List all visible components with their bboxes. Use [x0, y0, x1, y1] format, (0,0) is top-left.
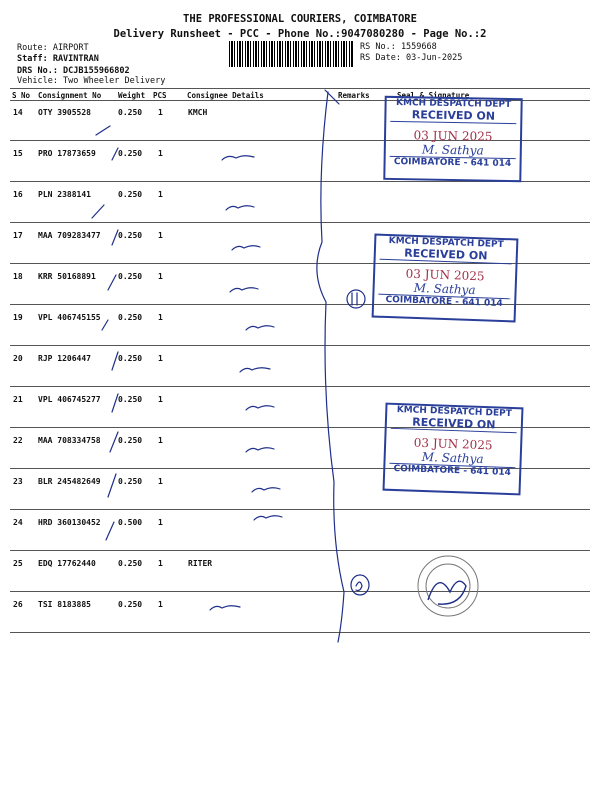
row-pcs: 1: [158, 600, 163, 609]
row-weight: 0.250: [118, 272, 143, 281]
row-pcs: 1: [158, 436, 163, 445]
row-weight: 0.250: [118, 313, 143, 322]
row-sno: 24: [13, 518, 23, 527]
row-weight: 0.250: [118, 559, 143, 568]
row-consignment: BLR 245482649: [38, 477, 101, 486]
row-pcs: 1: [158, 149, 163, 158]
row-consignment: MAA 709283477: [38, 231, 101, 240]
row-consignment: PRO 17873659: [38, 149, 96, 158]
row-sno: 23: [13, 477, 23, 486]
stamp-line3: COIMBATORE - 641 014: [389, 463, 515, 478]
stamp-line3: COIMBATORE - 641 014: [378, 294, 510, 310]
stamp-date: 03 JUN 2025: [413, 128, 493, 144]
row-weight: 0.250: [118, 477, 143, 486]
row-weight: 0.250: [118, 395, 143, 404]
col-remarks: Remarks: [338, 91, 370, 100]
row-sno: 21: [13, 395, 23, 404]
stamp-line1: KMCH DESPATCH DEPT: [396, 405, 512, 420]
row-pcs: 1: [158, 354, 163, 363]
row-consignment: HRD 360130452: [38, 518, 101, 527]
stamp-signature: M. Sathya: [421, 142, 484, 158]
row-sno: 16: [13, 190, 23, 199]
row-pcs: 1: [158, 395, 163, 404]
rs-date: RS Date: 03-Jun-2025: [360, 53, 463, 63]
row-pcs: 1: [158, 313, 163, 322]
row-consignee: RITER: [188, 559, 213, 568]
row-consignment: VPL 406745277: [38, 395, 101, 404]
row-pcs: 1: [158, 272, 163, 281]
vehicle-label: Vehicle: Two Wheeler Delivery: [17, 76, 166, 86]
row-sno: 25: [13, 559, 23, 568]
row-sno: 26: [13, 600, 23, 609]
row-consignment: VPL 406745155: [38, 313, 101, 322]
row-weight: 0.250: [118, 231, 143, 240]
row-weight: 0.250: [118, 108, 143, 117]
rs-number: RS No.: 1559668: [360, 42, 437, 52]
row-sno: 19: [13, 313, 23, 322]
stamp-date: 03 JUN 2025: [413, 435, 493, 453]
route-label: Route: AIRPORT: [17, 43, 89, 53]
row-consignment: OTY 3905528: [38, 108, 91, 117]
stamp-signature: M. Sathya: [413, 280, 476, 298]
stamp-line2: RECEIVED ON: [391, 415, 517, 433]
row-sno: 14: [13, 108, 23, 117]
stamp-line1: KMCH DESPATCH DEPT: [388, 236, 504, 251]
row-consignment: MAA 708334758: [38, 436, 101, 445]
runsheet-title: THE PROFESSIONAL COURIERS, COIMBATORE: [183, 13, 417, 25]
row-consignment: RJP 1206447: [38, 354, 91, 363]
runsheet-subtitle: Delivery Runsheet - PCC - Phone No.:9047080280 - Page No.:2: [113, 28, 487, 40]
staff-label: Staff: RAVINTRAN: [17, 54, 99, 64]
stamp-signature: M. Sathya: [421, 449, 484, 467]
row-sno: 18: [13, 272, 23, 281]
row-weight: 0.250: [118, 600, 143, 609]
stamp-date: 03 JUN 2025: [405, 266, 485, 284]
row-pcs: 1: [158, 231, 163, 240]
row-consignment: KRR 50168891: [38, 272, 96, 281]
col-pcs: PCS: [153, 91, 167, 100]
col-seal: Seal & Signature: [397, 91, 470, 100]
col-consignment: Consignment No: [38, 91, 102, 100]
stamp-line2: RECEIVED ON: [390, 108, 516, 124]
stamp-line2: RECEIVED ON: [380, 246, 512, 265]
stamp-line3: COIMBATORE - 641 014: [390, 156, 516, 169]
row-sno: 22: [13, 436, 23, 445]
row-consignment: TSI 8183885: [38, 600, 91, 609]
row-pcs: 1: [158, 518, 163, 527]
col-sno: S No: [12, 91, 31, 100]
row-pcs: 1: [158, 477, 163, 486]
row-pcs: 1: [158, 190, 163, 199]
row-weight: 0.250: [118, 149, 143, 158]
row-weight: 0.250: [118, 190, 143, 199]
col-weight: Weight: [118, 91, 146, 100]
stamp-line1: KMCH DESPATCH DEPT: [395, 98, 512, 111]
row-consignment: EDQ 17762440: [38, 559, 96, 568]
row-sno: 17: [13, 231, 23, 240]
row-pcs: 1: [158, 559, 163, 568]
row-pcs: 1: [158, 108, 163, 117]
row-sno: 20: [13, 354, 23, 363]
row-weight: 0.250: [118, 436, 143, 445]
row-sno: 15: [13, 149, 23, 158]
drs-number: DRS No.: DCJB155966802: [17, 66, 130, 76]
row-weight: 0.250: [118, 354, 143, 363]
row-consignment: PLN 2388141: [38, 190, 91, 199]
row-consignee: KMCH: [188, 108, 208, 117]
col-consignee: Consignee Details: [187, 91, 264, 100]
row-weight: 0.500: [118, 518, 143, 527]
